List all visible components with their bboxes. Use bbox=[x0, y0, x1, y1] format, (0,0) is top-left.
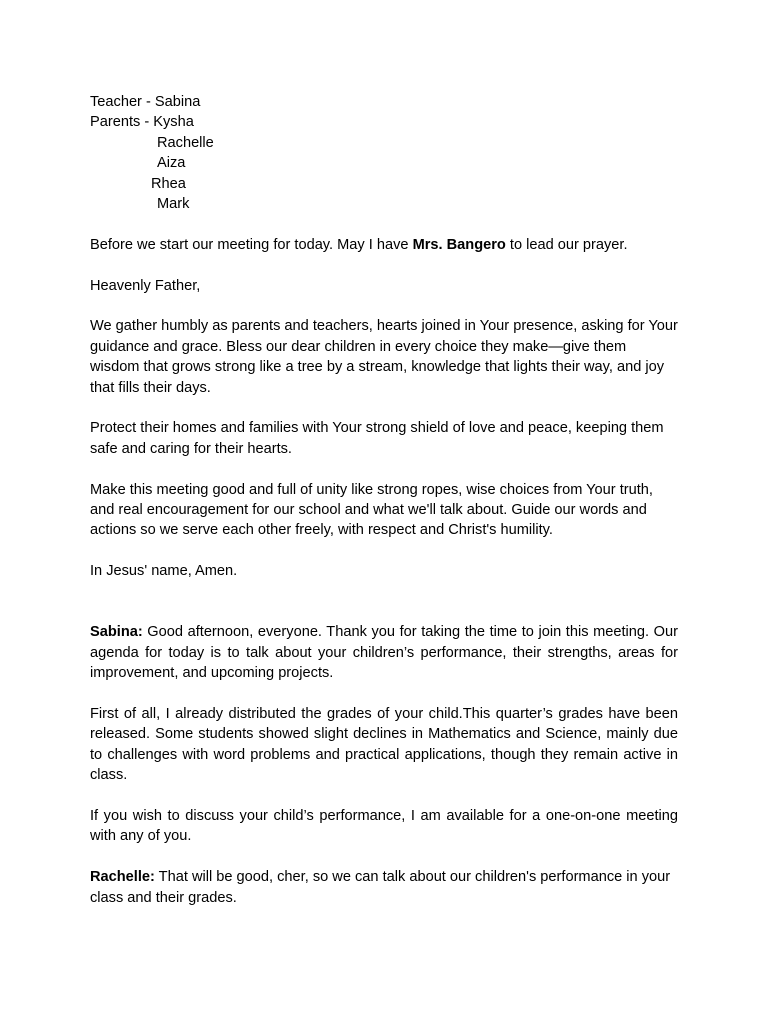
prayer-paragraph: We gather humbly as parents and teachers, hearts joined in Your presence, asking for Your guidance and grace. Bless our dear children in every choice they make—give them wisdom that grows strong like a tree by a stream, knowledge that lights their way, and joy that fills their days. bbox=[90, 318, 678, 396]
intro-text: Before we start our meeting for today. May I have bbox=[90, 236, 413, 253]
parent-name: Rachelle bbox=[157, 134, 214, 151]
intro-paragraph bbox=[90, 235, 678, 255]
dialogue-paragraph bbox=[90, 867, 678, 908]
parents-line: Parents - Kysha bbox=[90, 114, 194, 131]
prayer-paragraph: Protect their homes and families with Your strong shield of love and peace, keeping them safe and caring for their hearts. bbox=[90, 420, 664, 457]
meeting-paragraph: If you wish to discuss your child’s performance, I am available for a one-on-one meeting with any of you. bbox=[90, 808, 678, 845]
prayer-greeting: Heavenly Father, bbox=[90, 277, 201, 294]
intro-text: to lead our prayer. bbox=[505, 236, 628, 253]
speaker-name: Sabina: bbox=[90, 624, 143, 641]
parent-name: Mark bbox=[157, 196, 190, 213]
prayer-paragraph: Make this meeting good and full of unity like strong ropes, wise choices from Your truth, and real encouragement for our school and what we'll talk about. Guide our words and actions so we serve each other freely, with respect and Christ's humility. bbox=[90, 481, 653, 539]
parent-name: Rhea bbox=[151, 175, 186, 192]
parent-name: Aiza bbox=[157, 155, 186, 172]
prayer-closing: In Jesus' name, Amen. bbox=[90, 563, 238, 580]
dialogue-paragraph bbox=[90, 622, 678, 683]
prayer-leader-name: Mrs. Bangero bbox=[412, 236, 506, 253]
document-body bbox=[90, 92, 678, 908]
roster bbox=[90, 92, 678, 214]
teacher-line: Teacher - Sabina bbox=[90, 94, 201, 110]
speaker-line: That will be good, cher, so we can talk about our children's performance in your class and their grades. bbox=[90, 869, 671, 906]
grades-paragraph: First of all, I already distributed the grades of your child.This quarter’s grades have been released. Some students showed slight declines in Mathematics and Science, mainly due to challenges with word problems and practical applications, though they remain active in class. bbox=[90, 706, 678, 784]
speaker-line: Good afternoon, everyone. Thank you for taking the time to join this meeting. Our agenda for today is to talk about your children’s performance, their strengths, areas for improvement, and upcoming projects. bbox=[90, 624, 678, 682]
speaker-name: Rachelle: bbox=[90, 869, 155, 886]
